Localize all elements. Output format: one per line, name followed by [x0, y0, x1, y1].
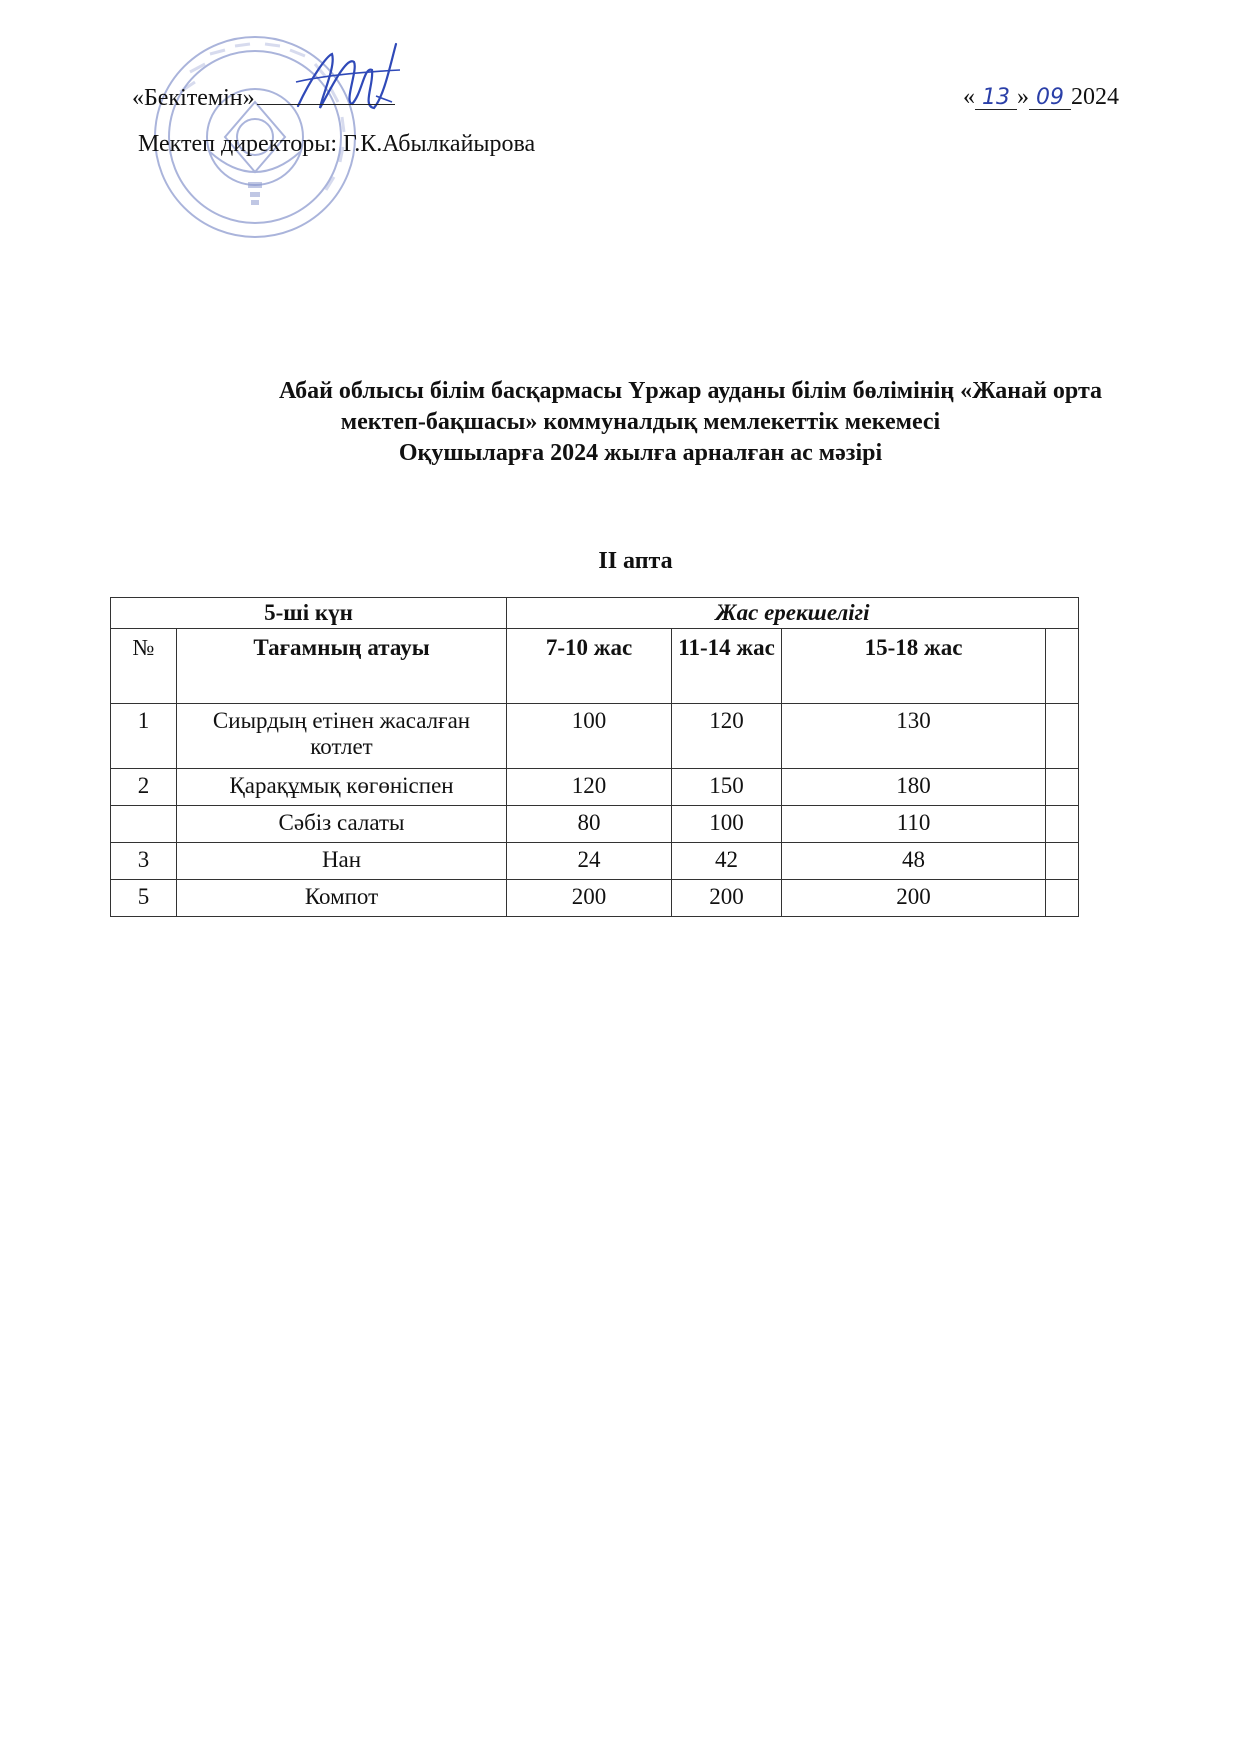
day-header: 5-ші күн [111, 598, 507, 629]
portion-11-14: 200 [672, 880, 782, 917]
table-row [111, 806, 1079, 843]
date-day: 13 [975, 87, 1017, 110]
col-number-header: № [111, 629, 177, 704]
col-age-7-10-header: 7-10 жас [507, 629, 672, 704]
table-row [111, 843, 1079, 880]
empty-header-cell [1046, 629, 1079, 704]
portion-7-10: 24 [507, 843, 672, 880]
menu-table [110, 597, 1079, 917]
date-close-quote: » [1017, 84, 1029, 110]
portion-15-18: 180 [782, 769, 1046, 806]
portion-11-14: 120 [672, 704, 782, 769]
portion-11-14: 100 [672, 806, 782, 843]
signature-blank [257, 84, 395, 105]
portion-15-18: 200 [782, 880, 1046, 917]
col-name-header: Тағамның атауы [177, 629, 507, 704]
empty-cell [1046, 806, 1079, 843]
dish-name: Сәбіз салаты [177, 806, 507, 843]
table-header-row [111, 598, 1079, 629]
table-row [111, 704, 1079, 769]
portion-7-10: 200 [507, 880, 672, 917]
empty-cell [1046, 769, 1079, 806]
empty-cell [1046, 843, 1079, 880]
director-line: Мектеп директоры: Г.К.Абылкайырова [138, 131, 536, 157]
title-line-3: Оқушыларға 2024 жылға арналған ас мәзірі [398, 440, 883, 466]
table-row [111, 769, 1079, 806]
dish-name: Компот [177, 880, 507, 917]
age-header: Жас ерекшелігі [507, 598, 1079, 629]
row-number: 1 [111, 704, 177, 769]
portion-11-14: 150 [672, 769, 782, 806]
row-number: 5 [111, 880, 177, 917]
portion-11-14: 42 [672, 843, 782, 880]
portion-7-10: 100 [507, 704, 672, 769]
dish-name: Нан [177, 843, 507, 880]
dish-name: Сиырдың етінен жасалған котлет [177, 704, 507, 769]
week-label: II апта [598, 548, 673, 574]
portion-7-10: 80 [507, 806, 672, 843]
portion-15-18: 130 [782, 704, 1046, 769]
approval-date [963, 84, 1119, 111]
date-year: 2024 [1071, 84, 1119, 110]
row-number: 2 [111, 769, 177, 806]
document-title [60, 376, 1181, 469]
table-row [111, 880, 1079, 917]
date-month: 09 [1029, 87, 1071, 110]
empty-cell [1046, 704, 1079, 769]
row-number: 3 [111, 843, 177, 880]
table-subheader-row [111, 629, 1079, 704]
portion-15-18: 110 [782, 806, 1046, 843]
date-open-quote: « [963, 84, 975, 110]
col-age-11-14-header: 11-14 жас [672, 629, 782, 704]
dish-name: Қарақұмық көгөніспен [177, 769, 507, 806]
title-line-2: мектеп-бақшасы» коммуналдық мемлекеттік мекемесі [340, 409, 941, 435]
title-line-1: Абай облысы білім басқармасы Үржар ауданы білім бөлімінің «Жанай орта [278, 378, 1103, 404]
approve-label: «Бекітемін» [132, 85, 255, 111]
empty-cell [1046, 880, 1079, 917]
portion-15-18: 48 [782, 843, 1046, 880]
row-number [111, 806, 177, 843]
director-signature [292, 36, 404, 126]
approve-line [132, 84, 395, 112]
col-age-15-18-header: 15-18 жас [782, 629, 1046, 704]
portion-7-10: 120 [507, 769, 672, 806]
